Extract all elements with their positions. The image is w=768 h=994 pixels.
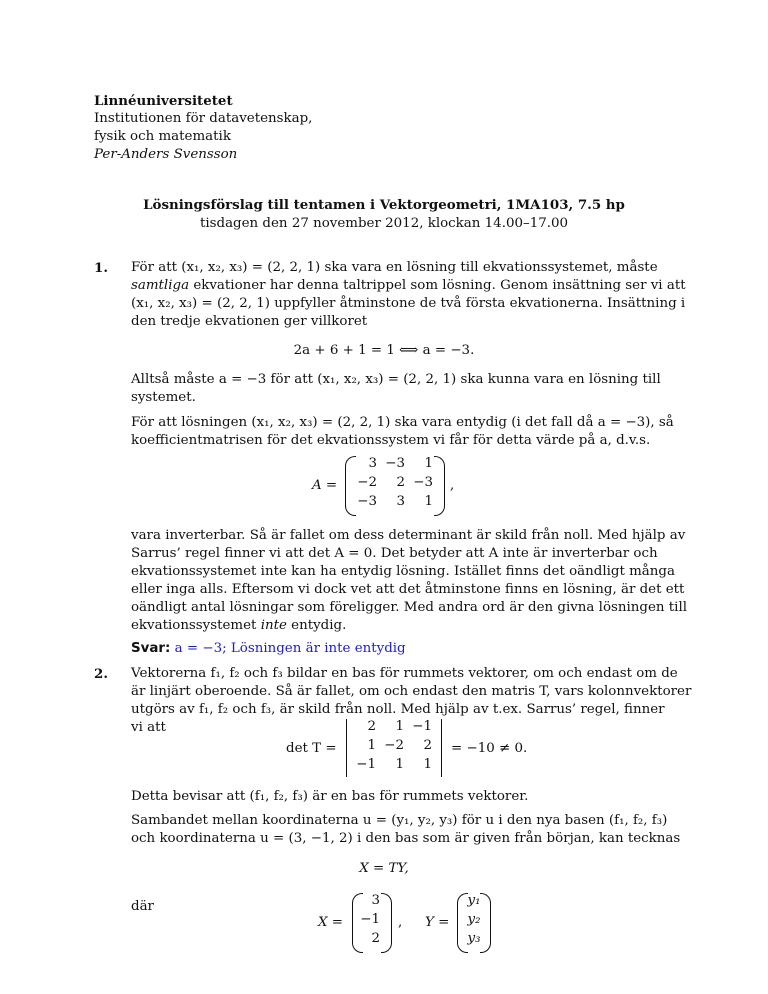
matrix-cell: 3	[396, 494, 405, 509]
matrix-cell: −3	[413, 475, 433, 490]
p1-text: entydig.	[286, 618, 347, 633]
matrix-cell: −2	[357, 475, 377, 490]
matrix-a-label: A =	[312, 478, 338, 493]
p1-line: ekvationssystemet inte kan ha entydig lösning. Istället finns det oändligt många	[131, 564, 675, 579]
emphasis-text: inte	[260, 618, 287, 633]
p2-line: Detta bevisar att (f₁, f₂, f₃) är en bas för rummets vektorer.	[131, 789, 529, 804]
answer-label: Svar:	[131, 641, 171, 656]
p1-line: (x₁, x₂, x₃) = (2, 2, 1) uppfyller åtminstone de två första ekvationerna. Insättning i	[131, 296, 686, 311]
right-bar	[441, 719, 442, 777]
institution-line-2: fysik och matematik	[94, 129, 231, 144]
matrix-a-suffix: ,	[450, 478, 455, 493]
vector-cell: −1	[360, 912, 380, 927]
y-label: Y =	[425, 915, 450, 930]
p1-line: systemet.	[131, 390, 196, 405]
x-label: X =	[318, 915, 344, 930]
p1-line	[131, 617, 346, 635]
matrix-cell: 1	[395, 757, 404, 772]
matrix-cell: 1	[424, 456, 433, 471]
matrix-cell: 1	[423, 757, 432, 772]
det-t-result: = −10 ≠ 0.	[451, 741, 528, 756]
p1-line	[131, 277, 686, 295]
university-name: Linnéuniversitetet	[94, 93, 233, 109]
equation-xty: X = TY,	[359, 861, 409, 876]
vector-cell: y₁	[467, 893, 481, 908]
right-paren	[434, 456, 445, 516]
author-name: Per-Anders Svensson	[94, 147, 238, 162]
p2-line: vi att	[131, 720, 166, 735]
p1-line: koefficientmatrisen för det ekvationssystem vi får för detta värde på a, d.v.s.	[131, 433, 651, 448]
p2-line: Sambandet mellan koordinaterna u = (y₁, y₂, y₃) för u i den nya basen (f₁, f₂, f₃)	[131, 813, 668, 828]
left-bar	[346, 719, 347, 777]
p1-text: ekvationer har denna taltrippel som lösning. Genom insättning ser vi att	[189, 278, 686, 293]
matrix-cell: 3	[368, 456, 377, 471]
p2-line: är linjärt oberoende. Så är fallet, om och endast den matris T, vars kolonnvektorer	[131, 684, 692, 699]
p1-line: oändligt antal lösningar som föreligger. Med andra ord är den givna lösningen till	[131, 600, 688, 615]
p1-line: För att lösningen (x₁, x₂, x₃) = (2, 2, 1) ska vara entydig (i det fall då a = −3), så	[131, 415, 674, 430]
matrix-cell: 2	[396, 475, 405, 490]
vector-cell: y₂	[467, 912, 481, 927]
matrix-cell: −3	[357, 494, 377, 509]
p2-line: och koordinaterna u = (3, −1, 2) i den bas som är given från början, kan tecknas	[131, 831, 681, 846]
matrix-cell: 2	[367, 719, 376, 734]
matrix-cell: 1	[424, 494, 433, 509]
vector-y	[457, 893, 491, 953]
matrix-cell: −3	[385, 456, 405, 471]
det-t-label: det T =	[286, 741, 337, 756]
page-subtitle: tisdagen den 27 november 2012, klockan 14.00–17.00	[199, 216, 569, 231]
p1-line: vara inverterbar. Så är fallet om dess determinant är skild från noll. Med hjälp av	[131, 528, 686, 543]
matrix-cell: 2	[423, 738, 432, 753]
emphasis-text: samtliga	[131, 278, 190, 293]
vector-separator: ,	[398, 915, 403, 930]
answer-line	[131, 640, 406, 658]
p1-line: Sarrus’ regel finner vi att det A = 0. Det betyder att A inte är inverterbar och	[131, 546, 658, 561]
equation-a: 2a + 6 + 1 = 1 ⟺ a = −3.	[293, 343, 475, 358]
vector-cell: y₃	[467, 931, 481, 946]
p1-line: den tredje ekvationen ger villkoret	[131, 314, 368, 329]
problem-2-number: 2.	[94, 666, 108, 682]
page-title: Lösningsförslag till tentamen i Vektorgeometri, 1MA103, 7.5 hp	[143, 197, 625, 213]
matrix-cell: 1	[367, 738, 376, 753]
p1-line: För att (x₁, x₂, x₃) = (2, 2, 1) ska vara en lösning till ekvationssystemet, måste	[131, 260, 658, 275]
p2-line: Vektorerna f₁, f₂ och f₃ bildar en bas för rummets vektorer, om och endast om de	[131, 666, 678, 681]
p1-line: eller inga alls. Eftersom vi dock vet att det åtminstone finns en lösning, är det ett	[131, 582, 685, 597]
problem-1-number: 1.	[94, 260, 108, 276]
matrix-cell: 1	[395, 719, 404, 734]
vector-cell: 3	[371, 893, 380, 908]
matrix-cell: −1	[356, 757, 376, 772]
vector-cell: 2	[371, 931, 380, 946]
matrix-t	[344, 719, 444, 779]
p2-line: utgörs av f₁, f₂ och f₃, är skild från noll. Med hjälp av t.ex. Sarrus’ regel, finner	[131, 702, 665, 717]
vector-x	[352, 893, 392, 953]
answer-text: a = −3; Lösningen är inte entydig	[174, 641, 406, 656]
matrix-cell: −2	[384, 738, 404, 753]
institution-line-1: Institutionen för datavetenskap,	[94, 111, 313, 126]
dar-label: där	[131, 899, 154, 914]
p1-line: Alltså måste a = −3 för att (x₁, x₂, x₃) = (2, 2, 1) ska kunna vara en lösning till	[131, 372, 661, 387]
right-paren	[381, 893, 392, 953]
matrix-cell: −1	[412, 719, 432, 734]
matrix-a	[345, 456, 445, 516]
p1-text: ekvationssystemet	[131, 618, 261, 633]
